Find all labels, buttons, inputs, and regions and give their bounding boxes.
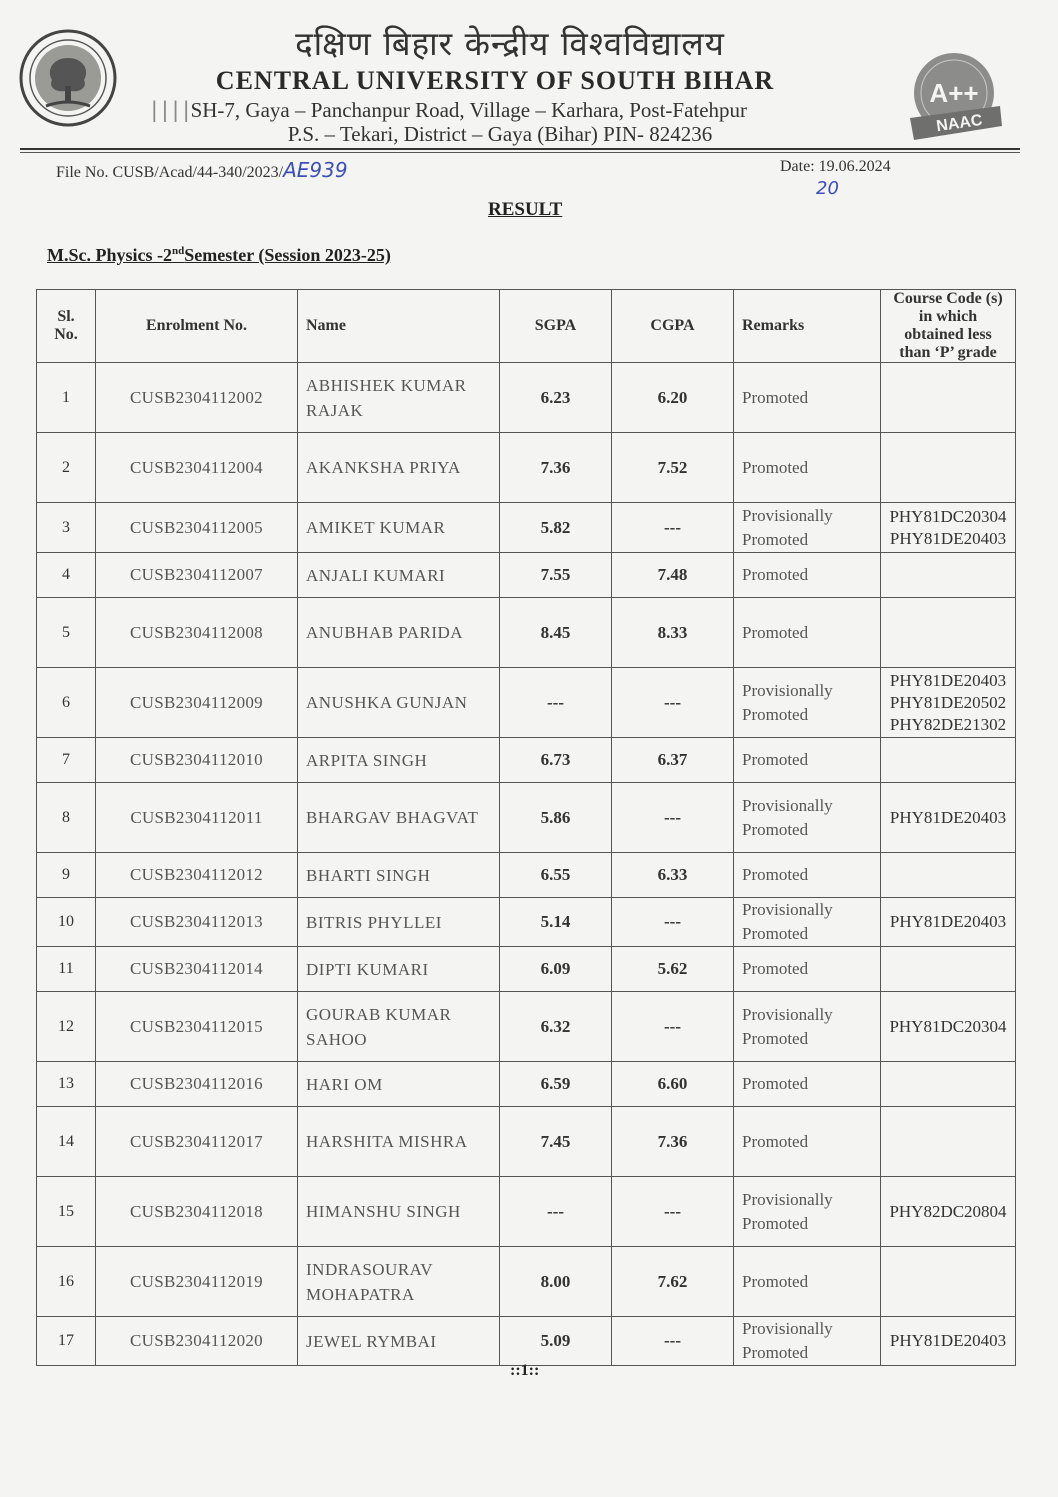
- cell-sgpa: 8.45: [500, 598, 612, 668]
- header-course-codes: Course Code (s) in which obtained less than ‘P’ grade: [881, 290, 1016, 363]
- cell-sgpa: ---: [500, 1177, 612, 1247]
- cell-sgpa: 6.73: [500, 738, 612, 783]
- cell-name: BHARTI SINGH: [298, 853, 500, 898]
- cell-course-codes: PHY81DE20403: [881, 1317, 1016, 1366]
- cell-course-codes: [881, 1247, 1016, 1317]
- cell-remarks: Promoted: [734, 553, 881, 598]
- table-row: [37, 738, 1016, 783]
- cell-enrolment: CUSB2304112020: [96, 1317, 298, 1366]
- cell-remarks: Provisionally Promoted: [734, 1317, 881, 1366]
- cell-sl-no: 8: [37, 783, 96, 853]
- cell-sgpa: 5.82: [500, 503, 612, 553]
- cell-remarks: Provisionally Promoted: [734, 503, 881, 553]
- cell-sgpa: 7.36: [500, 433, 612, 503]
- cell-cgpa: 7.52: [612, 433, 734, 503]
- table-row: [37, 553, 1016, 598]
- cell-remarks: Promoted: [734, 738, 881, 783]
- header-name: Name: [298, 290, 500, 363]
- cell-course-codes: PHY81DC20304 PHY81DE20403: [881, 503, 1016, 553]
- university-title-english: CENTRAL UNIVERSITY OF SOUTH BIHAR: [215, 66, 775, 95]
- cell-sl-no: 14: [37, 1107, 96, 1177]
- cell-course-codes: [881, 738, 1016, 783]
- header-enrolment: Enrolment No.: [96, 290, 298, 363]
- table-row: [37, 1062, 1016, 1107]
- cell-sl-no: 6: [37, 668, 96, 738]
- cell-course-codes: PHY81DC20304: [881, 992, 1016, 1062]
- cell-sl-no: 16: [37, 1247, 96, 1317]
- cell-course-codes: [881, 1107, 1016, 1177]
- table-row: [37, 783, 1016, 853]
- cell-sgpa: 5.86: [500, 783, 612, 853]
- cell-enrolment: CUSB2304112004: [96, 433, 298, 503]
- cell-course-codes: [881, 1062, 1016, 1107]
- cell-cgpa: 6.60: [612, 1062, 734, 1107]
- cell-sl-no: 7: [37, 738, 96, 783]
- cell-enrolment: CUSB2304112012: [96, 853, 298, 898]
- table-row: [37, 898, 1016, 947]
- cell-remarks: Promoted: [734, 363, 881, 433]
- cell-cgpa: 8.33: [612, 598, 734, 668]
- cell-remarks: Provisionally Promoted: [734, 1177, 881, 1247]
- table-row: [37, 992, 1016, 1062]
- cell-sl-no: 3: [37, 503, 96, 553]
- cell-enrolment: CUSB2304112017: [96, 1107, 298, 1177]
- cell-sl-no: 9: [37, 853, 96, 898]
- result-table: [36, 289, 1016, 1366]
- cell-name: DIPTI KUMARI: [298, 947, 500, 992]
- cell-name: ANUSHKA GUNJAN: [298, 668, 500, 738]
- cell-remarks: Provisionally Promoted: [734, 898, 881, 947]
- cell-name: BHARGAV BHAGVAT: [298, 783, 500, 853]
- cell-cgpa: ---: [612, 1177, 734, 1247]
- cell-remarks: Promoted: [734, 433, 881, 503]
- university-seal-logo: [18, 28, 118, 128]
- cell-enrolment: CUSB2304112018: [96, 1177, 298, 1247]
- cell-course-codes: PHY82DC20804: [881, 1177, 1016, 1247]
- cell-name: INDRASOURAV MOHAPATRA: [298, 1247, 500, 1317]
- cell-cgpa: ---: [612, 992, 734, 1062]
- cell-name: ABHISHEK KUMAR RAJAK: [298, 363, 500, 433]
- cell-name: GOURAB KUMAR SAHOO: [298, 992, 500, 1062]
- cell-sl-no: 13: [37, 1062, 96, 1107]
- file-number-handwritten: AE939: [283, 158, 348, 182]
- cell-sl-no: 11: [37, 947, 96, 992]
- cell-course-codes: [881, 598, 1016, 668]
- table-row: [37, 433, 1016, 503]
- cell-name: HIMANSHU SINGH: [298, 1177, 500, 1247]
- file-number: File No. CUSB/Acad/44-340/2023/AE939: [56, 158, 348, 182]
- table-header-row: [37, 290, 1016, 363]
- cell-sgpa: ---: [500, 668, 612, 738]
- cell-cgpa: 7.48: [612, 553, 734, 598]
- cell-enrolment: CUSB2304112002: [96, 363, 298, 433]
- cell-enrolment: CUSB2304112016: [96, 1062, 298, 1107]
- barcode-mark: ||||: [148, 98, 191, 122]
- cell-remarks: Provisionally Promoted: [734, 992, 881, 1062]
- cell-sgpa: 5.09: [500, 1317, 612, 1366]
- header-remarks: Remarks: [734, 290, 881, 363]
- table-row: [37, 598, 1016, 668]
- cell-name: BITRIS PHYLLEI: [298, 898, 500, 947]
- document-date: Date: 19.06.2024: [780, 158, 891, 175]
- cell-enrolment: CUSB2304112010: [96, 738, 298, 783]
- cell-name: ARPITA SINGH: [298, 738, 500, 783]
- cell-cgpa: ---: [612, 783, 734, 853]
- cell-sgpa: 7.55: [500, 553, 612, 598]
- cell-name: HARI OM: [298, 1062, 500, 1107]
- course-subtitle: M.Sc. Physics -2ndSemester (Session 2023-25): [47, 245, 391, 265]
- cell-cgpa: ---: [612, 1317, 734, 1366]
- table-row: [37, 853, 1016, 898]
- table-row: [37, 947, 1016, 992]
- cell-cgpa: 6.33: [612, 853, 734, 898]
- cell-sl-no: 15: [37, 1177, 96, 1247]
- cell-remarks: Promoted: [734, 598, 881, 668]
- cell-remarks: Promoted: [734, 1107, 881, 1177]
- cell-course-codes: [881, 363, 1016, 433]
- cell-course-codes: [881, 553, 1016, 598]
- result-table-body: [37, 363, 1016, 1366]
- header-divider-thin: [20, 152, 1020, 153]
- header-sgpa: SGPA: [500, 290, 612, 363]
- table-row: [37, 363, 1016, 433]
- cell-sl-no: 12: [37, 992, 96, 1062]
- cell-course-codes: [881, 433, 1016, 503]
- header-divider: [20, 148, 1020, 150]
- cell-cgpa: 7.62: [612, 1247, 734, 1317]
- cell-sgpa: 8.00: [500, 1247, 612, 1317]
- cell-sgpa: 6.32: [500, 992, 612, 1062]
- date-handwritten-mark: 20: [816, 178, 839, 199]
- table-row: [37, 503, 1016, 553]
- cell-cgpa: ---: [612, 668, 734, 738]
- cell-sl-no: 1: [37, 363, 96, 433]
- cell-name: HARSHITA MISHRA: [298, 1107, 500, 1177]
- cell-enrolment: CUSB2304112011: [96, 783, 298, 853]
- cell-sgpa: 6.23: [500, 363, 612, 433]
- naac-badge-logo: [902, 48, 1007, 148]
- cell-cgpa: 7.36: [612, 1107, 734, 1177]
- cell-sl-no: 2: [37, 433, 96, 503]
- cell-name: JEWEL RYMBAI: [298, 1317, 500, 1366]
- naac-grade: A++: [929, 78, 979, 108]
- cell-enrolment: CUSB2304112019: [96, 1247, 298, 1317]
- cell-enrolment: CUSB2304112005: [96, 503, 298, 553]
- header-sl-no: Sl. No.: [37, 290, 96, 363]
- cell-sgpa: 6.55: [500, 853, 612, 898]
- cell-enrolment: CUSB2304112009: [96, 668, 298, 738]
- address-line-2: P.S. – Tekari, District – Gaya (Bihar) PIN- 824236: [287, 122, 713, 146]
- cell-remarks: Promoted: [734, 1247, 881, 1317]
- table-row: [37, 1317, 1016, 1366]
- cell-sl-no: 4: [37, 553, 96, 598]
- cell-remarks: Provisionally Promoted: [734, 668, 881, 738]
- table-row: [37, 1247, 1016, 1317]
- cell-sl-no: 10: [37, 898, 96, 947]
- cell-name: AMIKET KUMAR: [298, 503, 500, 553]
- cell-sgpa: 6.59: [500, 1062, 612, 1107]
- cell-remarks: Promoted: [734, 853, 881, 898]
- cell-sgpa: 5.14: [500, 898, 612, 947]
- cell-sl-no: 5: [37, 598, 96, 668]
- cell-sgpa: 7.45: [500, 1107, 612, 1177]
- cell-enrolment: CUSB2304112015: [96, 992, 298, 1062]
- table-row: [37, 1107, 1016, 1177]
- cell-cgpa: 6.20: [612, 363, 734, 433]
- cell-name: AKANKSHA PRIYA: [298, 433, 500, 503]
- cell-cgpa: 6.37: [612, 738, 734, 783]
- cell-remarks: Provisionally Promoted: [734, 783, 881, 853]
- address-line-1: ||||SH-7, Gaya – Panchanpur Road, Village – Karhara, Post-Fatehpur: [148, 98, 748, 122]
- cell-name: ANJALI KUMARI: [298, 553, 500, 598]
- table-row: [37, 1177, 1016, 1247]
- cell-cgpa: ---: [612, 503, 734, 553]
- page-number-footer: ::1::: [510, 1362, 540, 1379]
- cell-enrolment: CUSB2304112007: [96, 553, 298, 598]
- cell-course-codes: [881, 853, 1016, 898]
- naac-label: NAAC: [935, 111, 984, 136]
- cell-remarks: Promoted: [734, 1062, 881, 1107]
- cell-enrolment: CUSB2304112013: [96, 898, 298, 947]
- page-title: RESULT: [488, 199, 563, 220]
- cell-remarks: Promoted: [734, 947, 881, 992]
- cell-enrolment: CUSB2304112014: [96, 947, 298, 992]
- cell-sgpa: 6.09: [500, 947, 612, 992]
- cell-sl-no: 17: [37, 1317, 96, 1366]
- university-title-hindi: दक्षिण बिहार केन्द्रीय विश्वविद्यालय: [295, 24, 725, 63]
- cell-course-codes: PHY81DE20403: [881, 783, 1016, 853]
- header-cgpa: CGPA: [612, 290, 734, 363]
- cell-cgpa: ---: [612, 898, 734, 947]
- cell-course-codes: PHY81DE20403: [881, 898, 1016, 947]
- cell-name: ANUBHAB PARIDA: [298, 598, 500, 668]
- cell-enrolment: CUSB2304112008: [96, 598, 298, 668]
- cell-course-codes: [881, 947, 1016, 992]
- table-row: [37, 668, 1016, 738]
- cell-cgpa: 5.62: [612, 947, 734, 992]
- cell-course-codes: PHY81DE20403 PHY81DE20502 PHY82DE21302: [881, 668, 1016, 738]
